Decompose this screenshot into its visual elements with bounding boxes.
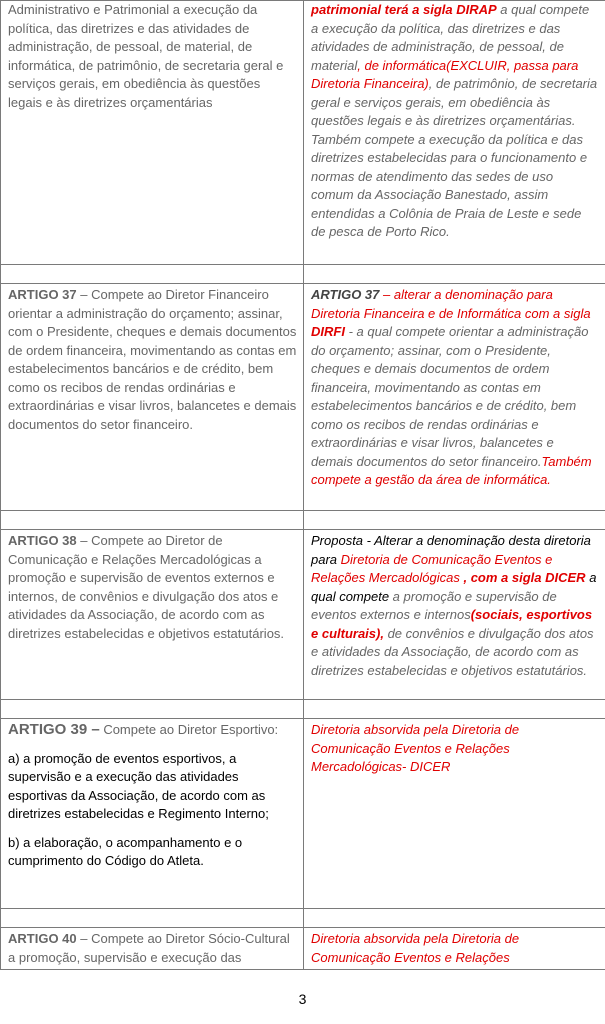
table-row	[1, 928, 605, 970]
current-text-cell	[1, 530, 304, 700]
article-item-a: a) a promoção de eventos esportivos, a supervisão e a execução das atividades esportivas da Associação, de acordo com as diretrizes estabelecidas e Regimento Interno;	[8, 750, 269, 821]
article-heading: ARTIGO 38	[8, 533, 77, 548]
proposal-text-red: – alterar a denominação para Diretoria Financeira e de Informática com a sigla	[311, 287, 591, 321]
proposal-text-red: (sociais, esportivos e culturais),	[311, 607, 593, 641]
proposed-text-cell	[304, 719, 605, 909]
sigla-dirap: DIRAP	[456, 2, 497, 17]
proposed-text-cell	[304, 928, 605, 970]
proposal-text-red: Diretoria de Comunicação Eventos e Relações Mercadológicas	[311, 551, 553, 585]
proposed-text-cell	[304, 284, 605, 511]
table-row-spacer	[1, 700, 605, 719]
table-row	[1, 719, 605, 909]
proposal-text-red: Diretoria absorvida pela Diretoria de Comunicação Eventos e Relações Mercadológicas- DICER	[311, 722, 520, 774]
table-row-spacer	[1, 909, 605, 928]
proposal-text: a qual compete	[311, 570, 597, 604]
article-heading: ARTIGO 39 –	[8, 721, 100, 738]
proposal-text: de convênios e divulgação dos atos e atividades da Associação, de acordo com as diretrizes estabelecidas e objetivos estatutários.	[311, 625, 594, 678]
proposal-text: - a qual compete orientar a administração do orçamento; assinar, com o Presidente, cheques e demais documentos de ordem financeira, movimentando as contas em estabelecimentos bancários e de crédito, bem como os recibos de rendas ordinárias e extraordinárias e visar livros, balancetes e demais documentos do setor financeiro.	[311, 324, 589, 469]
table-row	[1, 530, 605, 700]
proposal-text-red: patrimonial terá a sigla	[311, 2, 457, 17]
article-item-b: b) a elaboração, o acompanhamento e o cumprimento do Código do Atleta.	[8, 834, 243, 868]
article-heading: ARTIGO 40	[8, 931, 77, 946]
sigla-dirfi: DIRFI	[311, 324, 345, 339]
table-row	[1, 1, 605, 265]
proposal-text-red: , com a sigla	[459, 570, 546, 585]
table-row	[1, 284, 605, 511]
article-heading: ARTIGO 37	[8, 287, 77, 302]
proposed-text-cell	[304, 1, 605, 265]
article-text: Administrativo e Patrimonial a execução da política, das diretrizes e das atividades de administração, de pessoal, de material, de informática, de patrimônio, de secretaria geral e serviços gerais, em obediência às questões legais e às diretrizes orçamentárias	[8, 2, 284, 110]
proposal-text: Proposta - Alterar a denominação desta diretoria para	[311, 533, 591, 567]
proposal-text: , de patrimônio, de secretaria geral e serviços gerais, em obediência às questões legais e às diretrizes orçamentárias. Também compete a execução da política e das diretrizes estabelecidas para o funcionamento e normas de atendimento das sedes de uso comum da Associação Banestado, assim entendidas a Colônia de Praia de Leste e sede de pesca de Porto Rico.	[311, 76, 598, 239]
current-text-cell	[1, 1, 304, 265]
proposed-text-cell	[304, 530, 605, 700]
table-row-spacer	[1, 511, 605, 530]
proposal-text-red: Também compete a gestão da área de informática.	[311, 453, 592, 487]
article-heading: ARTIGO 37	[311, 287, 380, 302]
current-text-cell	[1, 284, 304, 511]
sigla-dicer: DICER	[545, 570, 586, 585]
current-text-cell	[1, 928, 304, 970]
table-row-spacer	[1, 265, 605, 284]
page-number: 3	[298, 991, 307, 1007]
article-text: Compete ao Diretor Esportivo:	[99, 722, 279, 737]
proposal-text-red: Diretoria absorvida pela Diretoria de Comunicação Eventos e Relações	[311, 931, 520, 965]
proposal-text: a qual compete a execução da política, das diretrizes e das atividades de administração, de pessoal, de material	[311, 2, 590, 73]
article-text: – Compete ao Diretor Sócio-Cultural a promoção, supervisão e execução das	[8, 931, 290, 965]
article-text: – Compete ao Diretor Financeiro orientar a administração do orçamento; assinar, com o Presidente, cheques e demais documentos de ordem financeira, movimentando as contas em estabelecimentos bancários e de crédito, bem como os recibos de rendas ordinárias e extraordinárias e visar livros, balancetes e demais documentos do setor financeiro.	[8, 287, 297, 432]
proposal-text: a promoção e supervisão de eventos externos e internos	[311, 588, 557, 622]
article-text: – Compete ao Diretor de Comunicação e Relações Mercadológicas a promoção e supervisão de eventos externos e internos, de convênios e divulgação dos atos e atividades da Associação, de acordo com as diretrizes estabelecidas e objetivos estatutários.	[8, 533, 285, 641]
proposal-text-red: , de informática(EXCLUIR, passa para Diretoria Financeira)	[311, 57, 579, 91]
current-text-cell	[1, 719, 304, 909]
